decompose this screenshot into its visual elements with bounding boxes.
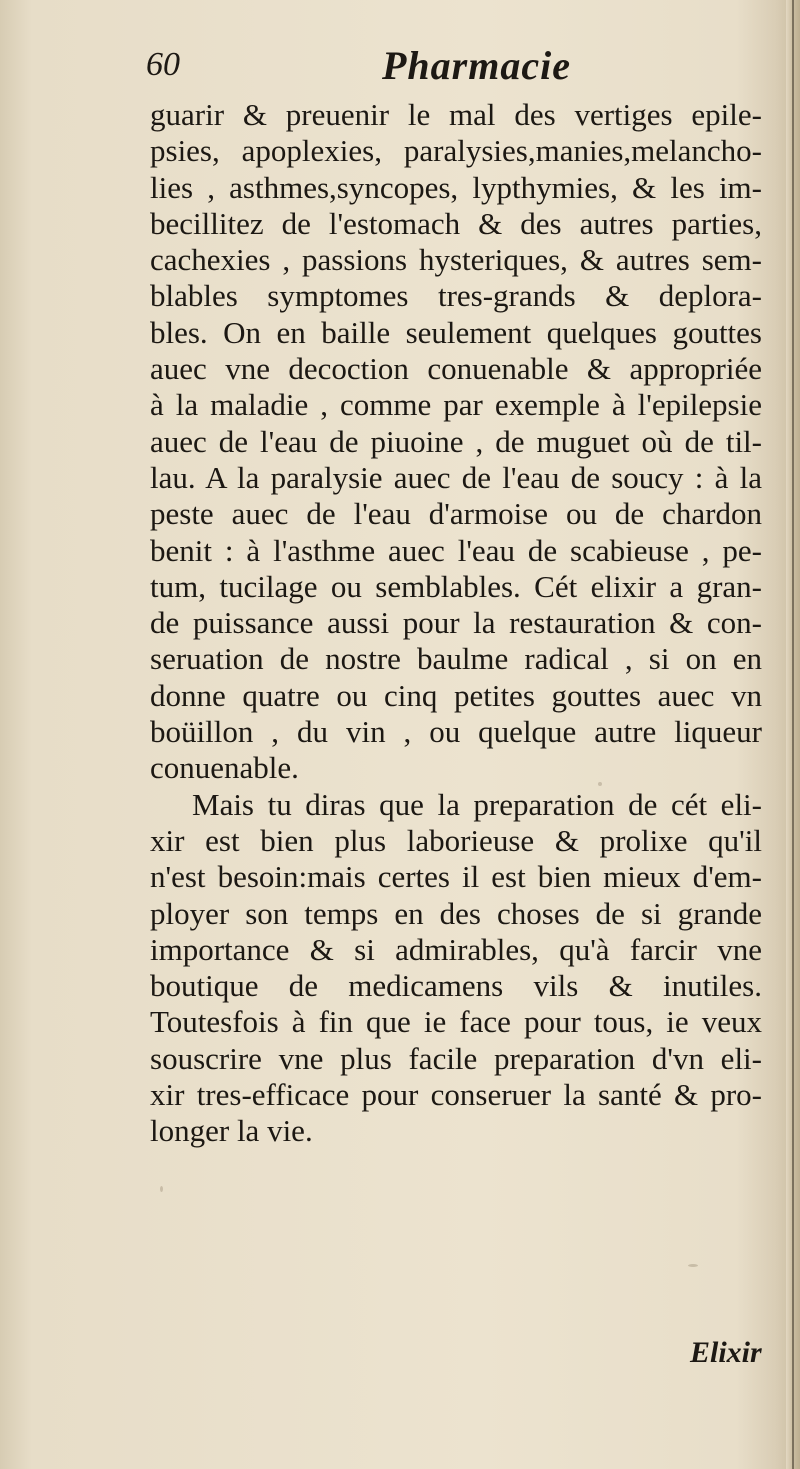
text-line: auec de l'eau de piuoine , de muguet où de til- — [150, 423, 762, 459]
text-line: Mais tu diras que la preparation de cét eli- — [192, 786, 762, 822]
running-title: Pharmacie — [382, 43, 571, 88]
text-line: conuenable. — [150, 750, 299, 786]
text-line: lies , asthmes,syncopes, lypthymies, & les im- — [150, 169, 762, 205]
catchword: Elixir — [690, 1336, 762, 1369]
text-line: blables symptomes tres-grands & deplora- — [150, 278, 762, 314]
text-line: becillitez de l'estomach & des autres parties, — [150, 205, 762, 241]
text-line: boüillon , du vin , ou quelque autre liqueur — [150, 714, 762, 750]
text-line: peste auec de l'eau d'armoise ou de chardon — [150, 496, 762, 532]
text-line: guarir & preuenir le mal des vertiges epile- — [150, 97, 762, 132]
text-line: à la maladie , comme par exemple à l'epilepsie — [150, 387, 762, 423]
text-line: seruation de nostre baulme radical , si on en — [150, 641, 762, 677]
paper-speck — [160, 1186, 163, 1192]
page-border-line — [792, 0, 794, 1469]
text-line: cachexies , passions hysteriques, & autres sem- — [150, 242, 762, 278]
paper-speck — [688, 1264, 698, 1267]
text-line: Toutesfois à fin que ie face pour tous, ie veux — [150, 1004, 762, 1040]
page-number: 60 — [146, 46, 180, 83]
text-line: auec vne decoction conuenable & appropriée — [150, 351, 762, 387]
page-header — [0, 42, 800, 92]
text-line: ployer son temps en des choses de si grande — [150, 895, 762, 931]
text-line: boutique de medicamens vils & inutiles. — [150, 968, 762, 1004]
text-line: de puissance aussi pour la restauration & con- — [150, 605, 762, 641]
paper-speck — [598, 782, 602, 786]
text-line: benit : à l'asthme auec l'eau de scabieuse , pe- — [150, 532, 762, 568]
text-line: tum, tucilage ou semblables. Cét elixir a gran- — [150, 568, 762, 604]
text-line: longer la vie. — [150, 1113, 313, 1149]
text-line: xir tres-efficace pour conseruer la santé & pro- — [150, 1077, 762, 1113]
text-line: souscrire vne plus facile preparation d'vn eli- — [150, 1040, 762, 1076]
text-line: lau. A la paralysie auec de l'eau de soucy : à la — [150, 459, 762, 495]
text-line: xir est bien plus laborieuse & prolixe qu'il — [150, 822, 762, 858]
text-line: donne quatre ou cinq petites gouttes auec vn — [150, 677, 762, 713]
text-line: importance & si admirables, qu'à farcir vne — [150, 931, 762, 967]
text-line: psies, apoplexies, paralysies,manies,melancho- — [150, 133, 762, 169]
text-line: bles. On en baille seulement quelques gouttes — [150, 314, 762, 350]
body-text — [150, 97, 762, 1150]
text-line: n'est besoin:mais certes il est bien mieux d'em- — [150, 859, 762, 895]
